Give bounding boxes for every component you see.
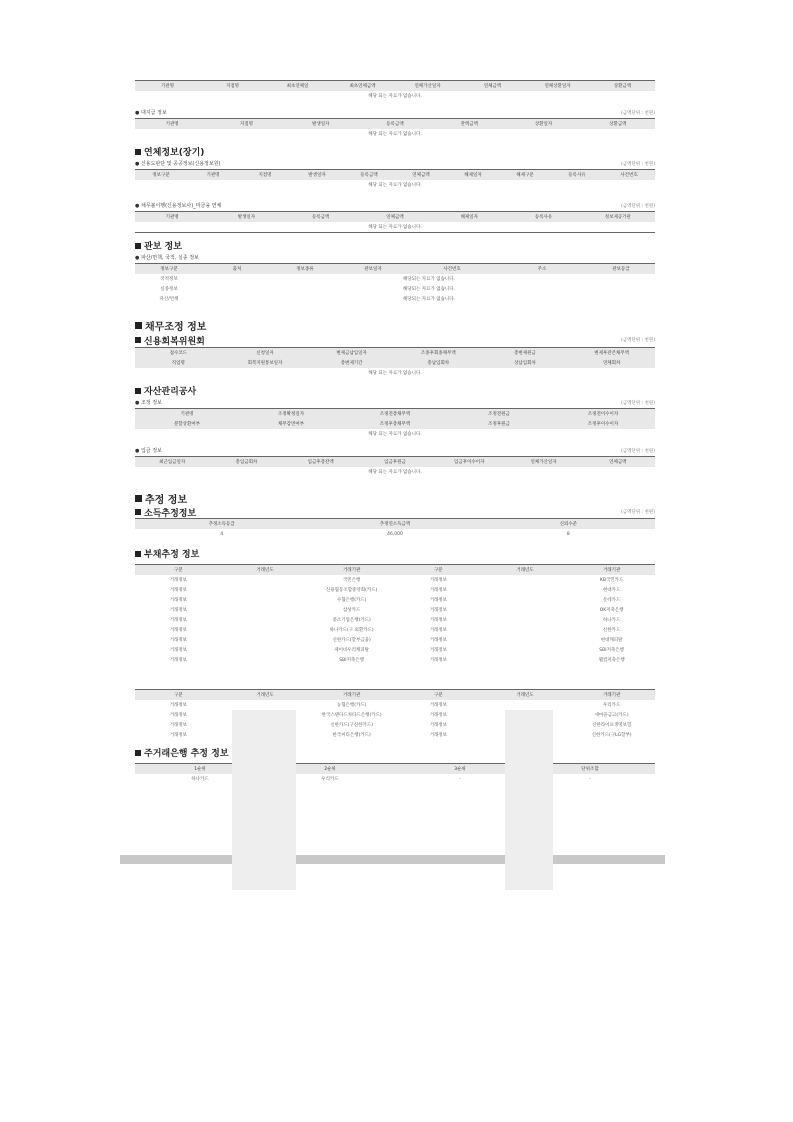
col: 입금후이수이자 — [432, 457, 506, 468]
table-row — [135, 605, 655, 615]
cell: 거래정보 — [429, 628, 447, 633]
cell — [222, 625, 309, 635]
cell: 거래정보 — [169, 733, 188, 738]
cell: 거래정보 — [429, 703, 447, 708]
table-row — [135, 730, 655, 740]
cell — [222, 655, 309, 665]
cell: 거래정보 — [429, 658, 447, 663]
cell: 거래정보 — [169, 598, 188, 603]
col: 정보구분 — [135, 170, 187, 181]
col: 거래년도 — [482, 565, 569, 576]
debt-estimate-table-1 — [135, 564, 655, 665]
cell: 거래정보 — [429, 588, 447, 593]
cell: 거래정보 — [429, 578, 447, 583]
col: 접수코드 — [135, 348, 222, 359]
col: 연체회차 — [568, 358, 655, 368]
col: 발생일자 — [291, 170, 343, 181]
col: 조종후회종채무액 — [395, 348, 482, 359]
asset-adjust-table — [135, 408, 655, 439]
col: 구분 — [135, 565, 222, 576]
col: 조정전총채무액 — [343, 409, 447, 420]
col: 기관명 — [135, 409, 239, 420]
col: 해제일자 — [432, 212, 506, 223]
col: 총입금회차 — [209, 457, 283, 468]
col: 기관명 — [135, 81, 200, 92]
income-table — [135, 518, 655, 539]
col: 출처 — [203, 264, 271, 275]
cell — [482, 605, 569, 615]
col: 관보일자 — [339, 264, 407, 275]
col: 기관명 — [135, 119, 209, 130]
cell: 4 — [220, 531, 224, 537]
cell: 신한카드(구LG할부) — [591, 733, 632, 738]
col: 신뢰수준 — [482, 519, 655, 530]
col: 변제금납입일자 — [308, 348, 395, 359]
col: 연체상환일자 — [525, 81, 590, 92]
table-row — [135, 595, 655, 605]
cell: 우리카드 — [602, 703, 621, 708]
cell — [482, 595, 569, 605]
cell: 제이비우리캐피탈 — [334, 648, 370, 653]
cell — [222, 605, 309, 615]
cell: 거래정보 — [169, 618, 188, 623]
col: 등록금액 — [343, 170, 395, 181]
col: 추정연소득금액 — [308, 519, 481, 530]
overdue-table-1 — [135, 169, 655, 190]
col: 거래기관 — [308, 565, 395, 576]
section-title: 연체정보(장기) — [135, 145, 655, 158]
col: 등록사유 — [506, 212, 580, 223]
cell: 거래정보 — [429, 713, 447, 718]
unit-label: (금액단위 : 천원) — [621, 510, 655, 515]
section-title: 추정 정보 — [135, 491, 655, 506]
col: 총변제원금 — [482, 348, 569, 359]
col: 상납입회차 — [482, 358, 569, 368]
cell — [222, 635, 309, 645]
cell: 한국스탠다드차타드은행(카드) — [321, 713, 382, 718]
cell: - — [589, 776, 591, 782]
table-row — [135, 575, 655, 585]
empty-message: 해당되는 자료가 없습니다. — [402, 287, 456, 292]
credit-recovery-table — [135, 347, 655, 378]
cell: 거래정보 — [429, 618, 447, 623]
cell: 신한라이프생명보험 — [592, 723, 632, 728]
cell: 신한카드 — [602, 628, 621, 633]
cell — [222, 645, 309, 655]
col: 발생일자 — [209, 212, 283, 223]
col: 잔액금액 — [432, 119, 506, 130]
cell — [482, 575, 569, 585]
sub-title: ● 대지급 정보 — [135, 109, 167, 116]
cell: 8 — [566, 531, 570, 537]
cell: 거래정보 — [169, 713, 188, 718]
top-header-row — [135, 81, 655, 92]
empty-message: 해당 되는 자료가 없습니다. — [368, 94, 422, 99]
cell: 거래정보 — [169, 608, 188, 613]
col: 거래년도 — [482, 690, 569, 701]
cell: 거래정보 — [169, 648, 188, 653]
cell — [482, 645, 569, 655]
col: 3순위 — [395, 764, 525, 775]
cell: 하나카드 — [602, 618, 621, 623]
cell: 수협은행(카드) — [336, 598, 367, 603]
col: 연체가산일자 — [506, 457, 580, 468]
sub-title: ● 채무불이행(신용정보사)_미금융 연체 — [135, 202, 221, 209]
cell — [222, 575, 309, 585]
col: 정보제공기관 — [581, 212, 655, 223]
cell: 현대카드 — [602, 588, 621, 593]
col: 거래기관 — [568, 565, 655, 576]
col: 분할상환여부 — [135, 419, 239, 429]
cell: 거래정보 — [169, 703, 188, 708]
payment-table — [135, 456, 655, 477]
col: 구분 — [395, 565, 482, 576]
cell: 거래정보 — [169, 723, 188, 728]
cell: SBI저축은행 — [599, 648, 624, 653]
table-row — [135, 700, 655, 710]
col: 총변제기간 — [308, 358, 395, 368]
col: 총납입회차 — [395, 358, 482, 368]
col: 조정후총채무액 — [343, 419, 447, 429]
cell — [222, 595, 309, 605]
unit-label: (금액단위 : 천원) — [621, 400, 655, 406]
col: 연체금액 — [460, 81, 525, 92]
cell — [482, 615, 569, 625]
col: 최초연체금액 — [330, 81, 395, 92]
empty-message: 해당 되는 자료가 없습니다. — [135, 222, 655, 233]
cell: 웰컴저축은행 — [598, 658, 625, 663]
cell: 거래정보 — [429, 648, 447, 653]
col: 정보종류 — [271, 264, 339, 275]
table-row — [135, 645, 655, 655]
col: 거래기관 — [568, 690, 655, 701]
table-row — [135, 625, 655, 635]
col: 상환일자 — [506, 119, 580, 130]
col: 정보구분 — [135, 264, 203, 275]
col: 상환금액 — [581, 119, 655, 130]
col: 등록사유 — [551, 170, 603, 181]
cell: 한국씨티은행(카드) — [332, 733, 371, 738]
col: 신청일자 — [222, 348, 309, 359]
col: 지점명 — [239, 170, 291, 181]
row-label: 파산/면책 — [159, 297, 179, 302]
cell: 거래정보 — [169, 638, 188, 643]
empty-message: 해당 되는 자료가 없습니다. — [368, 432, 422, 437]
cell: KB국민카드 — [599, 578, 624, 583]
col: 거래기관 — [308, 690, 395, 701]
gwanbo-table — [135, 263, 655, 304]
cell: 새마을금고(카드) — [594, 713, 629, 718]
table-row — [135, 720, 655, 730]
col: 입금후총잔액 — [284, 457, 358, 468]
cell: 신한카드(할부금융) — [332, 638, 371, 643]
cell: 거래정보 — [429, 598, 447, 603]
cell: 국민은행 — [342, 578, 361, 583]
cell: 현대캐피탈 — [600, 638, 623, 643]
unit-label: (금액단위 : 천원) — [621, 338, 655, 343]
col: 변제후잔존채무액 — [568, 348, 655, 359]
sub-title: ● 입금 정보 — [135, 447, 162, 454]
cell — [482, 635, 569, 645]
empty-message: 해당 되는 자료가 없습니다. — [368, 470, 422, 475]
cell: 농협은행(카드) — [336, 703, 367, 708]
cell: 거래정보 — [429, 608, 447, 613]
col: 주소 — [497, 264, 587, 275]
redaction-block — [232, 710, 296, 890]
col: 최초연체일 — [265, 81, 330, 92]
unit-label: (금액단위 : 천원) — [621, 110, 655, 116]
redaction-block — [505, 710, 553, 890]
col: 조정전이수이자 — [551, 409, 655, 420]
cell: 우리카드 — [321, 777, 339, 782]
daedaeguem-table — [135, 118, 655, 139]
col: 사건번호 — [407, 264, 497, 275]
unit-label: (금액단위 : 천원) — [621, 203, 655, 209]
col: 최근입금일자 — [135, 457, 209, 468]
main-bank-table — [135, 763, 655, 784]
empty-message: 해당되는 자료가 없습니다. — [402, 297, 456, 302]
col: 구분 — [395, 690, 482, 701]
cell: 거래정보 — [429, 638, 447, 643]
cell — [222, 585, 309, 595]
col: 지점명 — [209, 119, 283, 130]
col: 조정전원금 — [447, 409, 551, 420]
empty-message: 해당 되는 자료가 없습니다. — [368, 132, 422, 137]
col: 추정소득등급 — [135, 519, 308, 530]
col: 입금후원금 — [358, 457, 432, 468]
table-row — [135, 585, 655, 595]
col: 조정후원금 — [447, 419, 551, 429]
cell — [482, 585, 569, 595]
col: 지점명 — [200, 81, 265, 92]
cell: OK저축은행 — [599, 608, 624, 613]
col: 조정후이수이자 — [551, 419, 655, 429]
col: 상환금액 — [590, 81, 655, 92]
sub-section-title: 신용회복위원회 — [135, 334, 205, 347]
col: 사건번호 — [603, 170, 655, 181]
sub-section-title: 주거래은행 추정 정보 — [135, 746, 655, 759]
cell: - — [459, 776, 461, 782]
col: 거래년도 — [222, 565, 309, 576]
cell — [222, 700, 309, 710]
col: 기관명 — [187, 170, 239, 181]
cell: 삼성카드 — [342, 608, 361, 613]
cell — [482, 700, 569, 710]
table-row — [135, 710, 655, 720]
cell — [222, 615, 309, 625]
top-overdue-table — [135, 80, 655, 101]
col: 단위조합 — [525, 764, 655, 775]
row-label: 국적정보 — [160, 277, 178, 282]
sub-section-title: 자산관리공사 — [135, 384, 655, 397]
cell: 거래정보 — [169, 578, 188, 583]
cell: 거래정보 — [429, 723, 447, 728]
section-title: 채무조정 정보 — [135, 318, 655, 333]
cell: 거래정보 — [169, 658, 188, 663]
col: 연체가산일자 — [395, 81, 460, 92]
cell: 롯데카드 — [602, 598, 621, 603]
table-row — [135, 635, 655, 645]
col: 거래년도 — [222, 690, 309, 701]
cell: 거래정보 — [169, 588, 188, 593]
col: 구분 — [135, 690, 222, 701]
sub-section-title: 부채추정 정보 — [135, 547, 655, 560]
sub-section-title: 소득추정정보 — [135, 506, 196, 519]
cell: 하나카드(구 외환카드) — [329, 628, 374, 633]
cell — [482, 655, 569, 665]
col: 1순위 — [135, 764, 265, 775]
cell: 신한카드(구신한카드) — [330, 723, 373, 728]
section-title: 관보 정보 — [135, 239, 655, 252]
empty-message: 해당 되는 자료가 없습니다. — [368, 371, 422, 376]
cell: 거래정보 — [429, 733, 447, 738]
cell: 신용협동조합중앙회(카드) — [325, 588, 378, 593]
cell: 거래정보 — [169, 628, 188, 633]
col: 관보등급 — [587, 264, 655, 275]
col: 연체금액 — [581, 457, 655, 468]
cell: 46,000 — [387, 531, 403, 537]
col: 발생일자 — [284, 119, 358, 130]
table-row — [135, 615, 655, 625]
table-row — [135, 655, 655, 665]
cell: SBI저축은행 — [339, 658, 364, 663]
sub-title: ● 파산/면책, 국적, 실종 정보 — [135, 254, 199, 261]
overdue-table-2 — [135, 211, 655, 233]
unit-label: (금액단위 : 천원) — [621, 448, 655, 454]
col: 등록금액 — [358, 119, 432, 130]
sub-title: ● 신용도판단 및 공공정보(신용정보원) — [135, 160, 221, 167]
sub-title: ● 조정 정보 — [135, 399, 162, 406]
debt-estimate-table-2 — [135, 689, 655, 740]
col: 등록금액 — [284, 212, 358, 223]
col: 연체금액 — [395, 170, 447, 181]
col: 직업명 — [135, 358, 222, 368]
cell: 하나카드 — [191, 777, 209, 782]
row-label: 실종정보 — [160, 287, 178, 292]
col: 회복지원통보일자 — [222, 358, 309, 368]
col: 조정확정일자 — [239, 409, 343, 420]
col: 채무감면여부 — [239, 419, 343, 429]
col: 2순위 — [265, 764, 395, 775]
empty-message: 해당 되는 자료가 없습니다. — [368, 183, 422, 188]
col: 해제일자 — [447, 170, 499, 181]
col: 연체금액 — [358, 212, 432, 223]
credit-report — [135, 80, 655, 784]
col: 해제구분 — [499, 170, 551, 181]
cell — [482, 625, 569, 635]
col: 기관명 — [135, 212, 209, 223]
cell: 중소기업은행(카드) — [332, 618, 371, 623]
empty-message: 해당되는 자료가 없습니다. — [402, 277, 456, 282]
page-break-band — [120, 855, 665, 864]
unit-label: (금액단위 : 천원) — [621, 161, 655, 167]
